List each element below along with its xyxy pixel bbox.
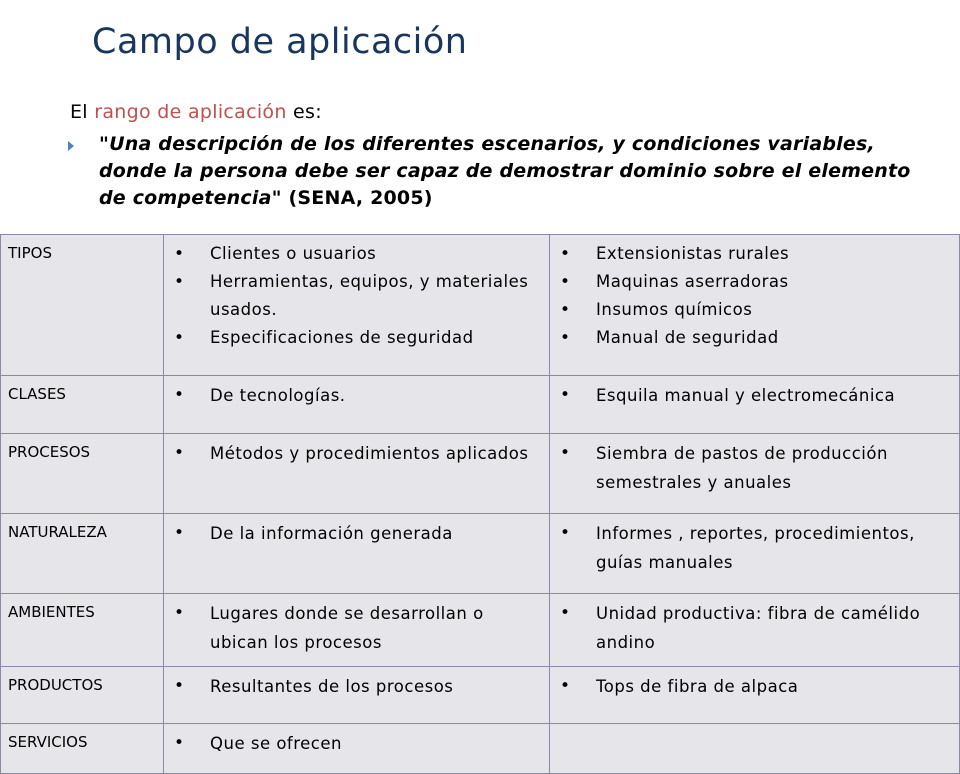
table-row bbox=[1, 434, 960, 514]
page-title: Campo de aplicación bbox=[92, 22, 468, 62]
list-item: • Que se ofrecen bbox=[174, 729, 543, 758]
column-two-cell bbox=[550, 434, 960, 514]
bullet-list bbox=[164, 434, 549, 472]
list-item: • Siembra de pastos de producción semestrales y anuales bbox=[560, 439, 953, 497]
bullet-list bbox=[164, 376, 549, 414]
bullet-list bbox=[550, 235, 959, 356]
list-item: • Insumos químicos bbox=[560, 296, 953, 324]
bullet-list bbox=[164, 235, 549, 356]
bullet-list bbox=[164, 724, 549, 762]
column-two-cell bbox=[550, 235, 960, 376]
list-item: • Resultantes de los procesos bbox=[174, 672, 543, 701]
list-item: • De tecnologías. bbox=[174, 381, 543, 410]
row-category: NATURALEZA bbox=[1, 514, 164, 594]
intro-highlight: rango de aplicación bbox=[94, 101, 287, 123]
list-item: • Informes , reportes, procedimientos, guías manuales bbox=[560, 519, 953, 577]
bullet-list bbox=[550, 594, 959, 661]
column-one-cell bbox=[164, 667, 550, 724]
list-item: • Extensionistas rurales bbox=[560, 240, 953, 268]
list-item: • Manual de seguridad bbox=[560, 324, 953, 352]
row-category: TIPOS bbox=[1, 235, 164, 376]
column-one-cell bbox=[164, 376, 550, 434]
list-item: • Especificaciones de seguridad bbox=[174, 324, 543, 352]
row-category: CLASES bbox=[1, 376, 164, 434]
row-category: AMBIENTES bbox=[1, 594, 164, 667]
list-item: • Unidad productiva: fibra de camélido andino bbox=[560, 599, 953, 657]
bullet-arrow-icon bbox=[68, 141, 74, 151]
column-one-cell bbox=[164, 235, 550, 376]
table-row bbox=[1, 376, 960, 434]
list-item: • De la información generada bbox=[174, 519, 543, 548]
table-row bbox=[1, 514, 960, 594]
intro-suffix: es: bbox=[286, 101, 322, 123]
competency-table bbox=[0, 234, 960, 774]
column-one-cell bbox=[164, 724, 550, 774]
intro-line bbox=[70, 101, 322, 123]
bullet-list bbox=[550, 667, 959, 705]
list-item: • Lugares donde se desarrollan o ubican los procesos bbox=[174, 599, 543, 657]
table-row bbox=[1, 594, 960, 667]
table-row bbox=[1, 235, 960, 376]
intro-prefix: El bbox=[70, 101, 95, 123]
list-item: • Tops de fibra de alpaca bbox=[560, 672, 953, 701]
column-one-cell bbox=[164, 594, 550, 667]
list-item: • Métodos y procedimientos aplicados bbox=[174, 439, 543, 468]
bullet-list bbox=[164, 594, 549, 661]
list-item: • Esquila manual y electromecánica bbox=[560, 381, 953, 410]
list-item: • Clientes o usuarios bbox=[174, 240, 543, 268]
definition-quote bbox=[99, 131, 929, 212]
column-two-cell bbox=[550, 514, 960, 594]
bullet-list bbox=[550, 434, 959, 501]
empty-cell bbox=[550, 724, 960, 774]
bullet-list bbox=[550, 514, 959, 581]
table-row bbox=[1, 724, 960, 774]
row-category: SERVICIOS bbox=[1, 724, 164, 774]
quote-citation: (SENA, 2005) bbox=[281, 187, 433, 209]
quote-text: Una descripción de los diferentes escenarios, y condiciones variables, donde la persona debe ser capaz de demostrar dominio sobre el elemento de competencia bbox=[99, 133, 911, 209]
column-two-cell bbox=[550, 376, 960, 434]
column-two-cell bbox=[550, 667, 960, 724]
list-item: • Herramientas, equipos, y materiales usados. bbox=[174, 268, 543, 324]
bullet-list bbox=[164, 514, 549, 552]
row-category: PROCESOS bbox=[1, 434, 164, 514]
table-row bbox=[1, 667, 960, 724]
bullet-list bbox=[164, 667, 549, 705]
column-one-cell bbox=[164, 434, 550, 514]
list-item: • Maquinas aserradoras bbox=[560, 268, 953, 296]
quote-open-mark: " bbox=[99, 133, 110, 155]
column-two-cell bbox=[550, 594, 960, 667]
row-category: PRODUCTOS bbox=[1, 667, 164, 724]
bullet-list bbox=[550, 376, 959, 414]
quote-close-mark: " bbox=[271, 187, 282, 209]
column-one-cell bbox=[164, 514, 550, 594]
